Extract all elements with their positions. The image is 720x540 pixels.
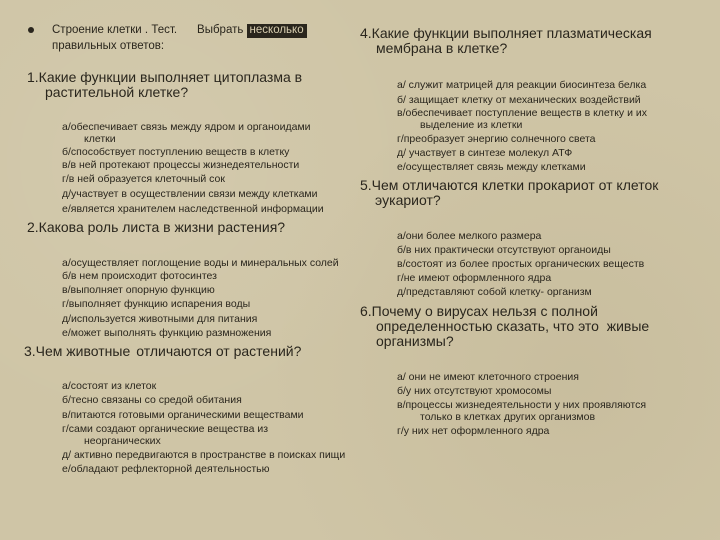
q1-option: д/участвует в осуществлении связи между клетками (62, 188, 318, 200)
q4-option: а/ служит матрицей для реакции биосинтеза белка (397, 79, 647, 91)
q4-title-line-2: мембрана в клетке? (376, 40, 508, 56)
q1-title-line-2: растительной клетке? (45, 84, 189, 100)
q3-option: в/питаются готовыми органическими веществами (62, 409, 304, 421)
q2-option: г/выполняет функцию испарения воды (62, 298, 251, 310)
q6-option: в/процессы жизнедеятельности у них проявляются (397, 399, 647, 411)
q2-option: б/в нем происходит фотосинтез (62, 270, 217, 282)
header-line-2: правильных ответов: (52, 40, 165, 52)
q5-option: г/не имеют оформленного ядра (397, 272, 552, 284)
q5-option: б/в них практически отсутствуют органоиды (397, 244, 611, 256)
header-highlight: несколько (247, 24, 307, 38)
q1-option: е/является хранителем наследственной информации (62, 203, 324, 215)
q3-option: б/тесно связаны со средой обитания (62, 394, 242, 406)
q2-option: а/осуществляет поглощение воды и минеральных солей (62, 257, 339, 269)
q4-title-line-1: 4.Какие функции выполняет плазматическая (360, 25, 652, 41)
q1-option: г/в ней образуется клеточный сок (62, 173, 225, 185)
q3-option: а/состоят из клеток (62, 380, 157, 392)
q5-title-line-2: эукариот? (375, 192, 441, 208)
q3-option-cont: неорганических (84, 435, 161, 447)
q3-option: е/обладают рефлекторной деятельностью (62, 463, 270, 475)
q5-title-line-1: 5.Чем отличаются клетки прокариот от клеток (360, 177, 659, 193)
q4-option-cont: выделение из клетки (420, 119, 523, 131)
q6-option: г/у них нет оформленного ядра (397, 425, 550, 437)
q5-option: в/состоят из более простых органических веществ (397, 258, 645, 270)
header-mid: Выбрать (197, 24, 247, 36)
q4-option: г/преобразует энергию солнечного света (397, 133, 596, 145)
q5-option: д/представляют собой клетку- организм (397, 286, 592, 298)
q6-option: а/ они не имеют клеточного строения (397, 371, 579, 383)
q6-option: б/у них отсутствуют хромосомы (397, 385, 552, 397)
q3-option: д/ активно передвигаются в пространстве в поисках пищи (62, 449, 346, 461)
q1-option: б/способствует поступлению веществ в клетку (62, 146, 290, 158)
q4-option: б/ защищает клетку от механических воздействий (397, 94, 641, 106)
q1-title-line-1: 1.Какие функции выполняет цитоплазма в (27, 69, 303, 85)
q6-title-line-2: определенностью сказать, что это живые (376, 318, 650, 334)
q5-option: а/они более мелкого размера (397, 230, 542, 242)
bullet-icon (28, 27, 34, 33)
q2-option: д/используется животными для питания (62, 313, 258, 325)
q4-option: е/осуществляет связь между клетками (397, 161, 586, 173)
q1-option: в/в ней протекают процессы жизнедеятельности (62, 159, 300, 171)
header-prefix: Строение клетки . Тест. (52, 24, 178, 36)
q2-option: в/выполняет опорную функцию (62, 284, 215, 296)
q6-title-line-3: организмы? (376, 333, 454, 349)
q2-title: 2.Какова роль листа в жизни растения? (27, 219, 286, 235)
header-line-1 (52, 24, 307, 38)
q3-option: г/сами создают органические вещества из (62, 423, 269, 435)
q1-option-cont: клетки (84, 133, 116, 145)
q1-option: а/обеспечивает связь между ядром и органоидами (62, 121, 311, 133)
q6-title-line-1: 6.Почему о вирусах нельзя с полной (360, 303, 598, 319)
q4-option: д/ участвует в синтезе молекул АТФ (397, 147, 573, 159)
q4-option: в/обеспечивает поступление веществ в клетку и их (397, 107, 648, 119)
q3-title-a: 3.Чем животные (24, 343, 131, 359)
q3-title-b: отличаются от растений? (136, 343, 302, 359)
q6-option-cont: только в клетках других организмов (420, 411, 596, 423)
q3-title (24, 344, 301, 358)
q2-option: е/может выполнять функцию размножения (62, 327, 272, 339)
